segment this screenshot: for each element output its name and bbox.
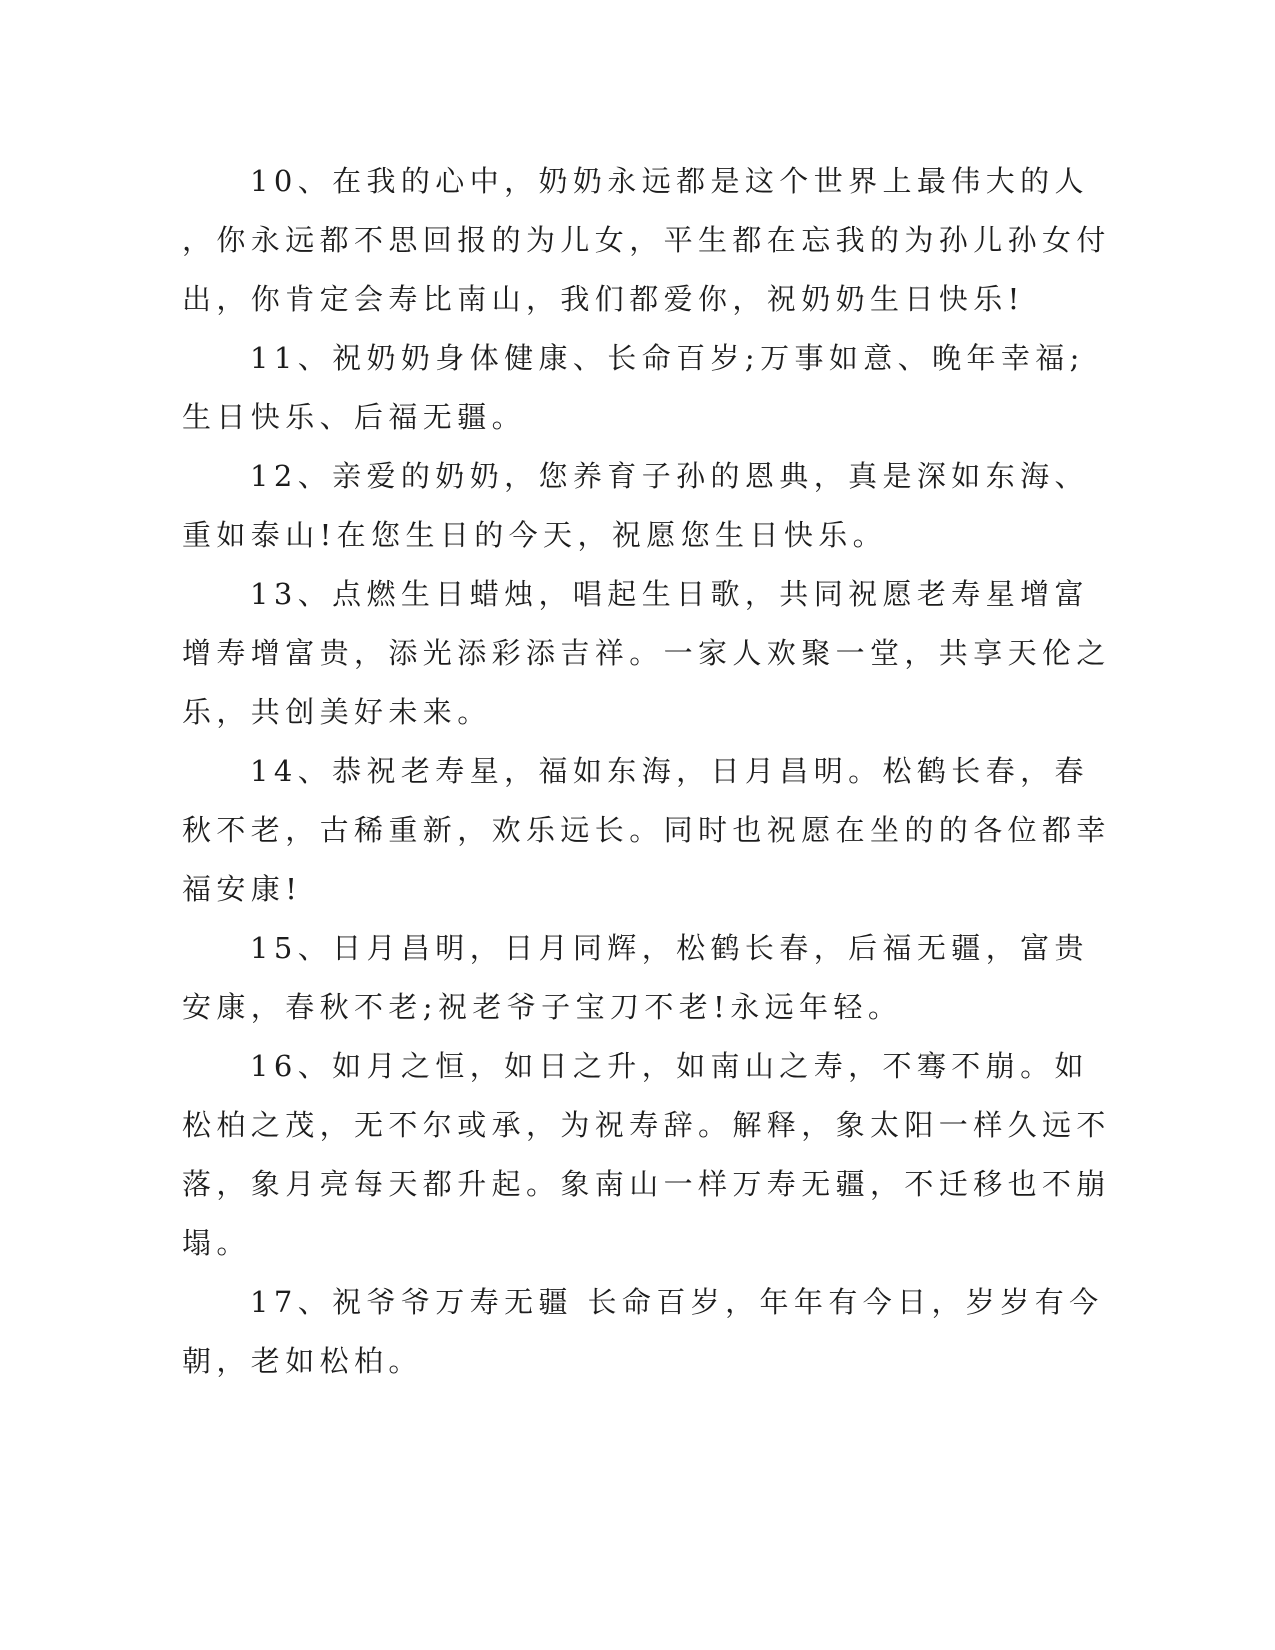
- paragraph-line: 13、点燃生日蜡烛，唱起生日歌，共同祝愿老寿星增富: [250, 577, 1089, 611]
- paragraph-line: 12、亲爱的奶奶，您养育子孙的恩典，真是深如东海、: [250, 459, 1089, 493]
- paragraph-line: 增寿增富贵，添光添彩添吉祥。一家人欢聚一堂，共享天伦之: [182, 636, 1111, 670]
- paragraph-line: 福安康!: [182, 872, 303, 906]
- paragraph-line: 落，象月亮每天都升起。象南山一样万寿无疆，不迁移也不崩: [182, 1167, 1111, 1201]
- paragraph-line: 安康，春秋不老;祝老爷子宝刀不老!永远年轻。: [182, 990, 903, 1024]
- paragraph-17: [182, 1273, 1104, 1391]
- paragraph-line: 15、日月昌明，日月同辉，松鹤长春，后福无疆，富贵: [250, 931, 1089, 965]
- paragraph-15: [182, 919, 1089, 1037]
- paragraph-line: 塌。: [182, 1226, 251, 1260]
- paragraph-10: [182, 152, 1111, 329]
- paragraph-line: 重如泰山!在您生日的今天，祝愿您生日快乐。: [182, 518, 888, 552]
- paragraph-line: 出，你肯定会寿比南山，我们都爱你，祝奶奶生日快乐!: [182, 282, 1025, 316]
- paragraph-11: [182, 329, 1085, 447]
- paragraph-line: 乐，共创美好未来。: [182, 695, 492, 729]
- paragraph-line: 秋不老，古稀重新，欢乐远长。同时也祝愿在坐的的各位都幸: [182, 813, 1111, 847]
- paragraph-line: 16、如月之恒，如日之升，如南山之寿，不骞不崩。如: [250, 1049, 1089, 1083]
- paragraph-12: [182, 447, 1089, 565]
- paragraph-line: 14、恭祝老寿星，福如东海，日月昌明。松鹤长春，春: [250, 754, 1089, 788]
- document-body: [182, 152, 1111, 1391]
- paragraph-16: [182, 1037, 1111, 1273]
- paragraph-line: ，你永远都不思回报的为儿女，平生都在忘我的为孙儿孙女付: [182, 223, 1111, 257]
- paragraph-line: 朝，老如松柏。: [182, 1344, 423, 1378]
- paragraph-line: 17、祝爷爷万寿无疆 长命百岁，年年有今日，岁岁有今: [250, 1285, 1104, 1319]
- paragraph-line: 11、祝奶奶身体健康、长命百岁;万事如意、晚年幸福;: [250, 341, 1085, 375]
- paragraph-14: [182, 742, 1111, 919]
- paragraph-line: 生日快乐、后福无疆。: [182, 400, 527, 434]
- paragraph-line: 松柏之茂，无不尔或承，为祝寿辞。解释，象太阳一样久远不: [182, 1108, 1111, 1142]
- paragraph-line: 10、在我的心中，奶奶永远都是这个世界上最伟大的人: [250, 164, 1089, 198]
- paragraph-13: [182, 565, 1111, 742]
